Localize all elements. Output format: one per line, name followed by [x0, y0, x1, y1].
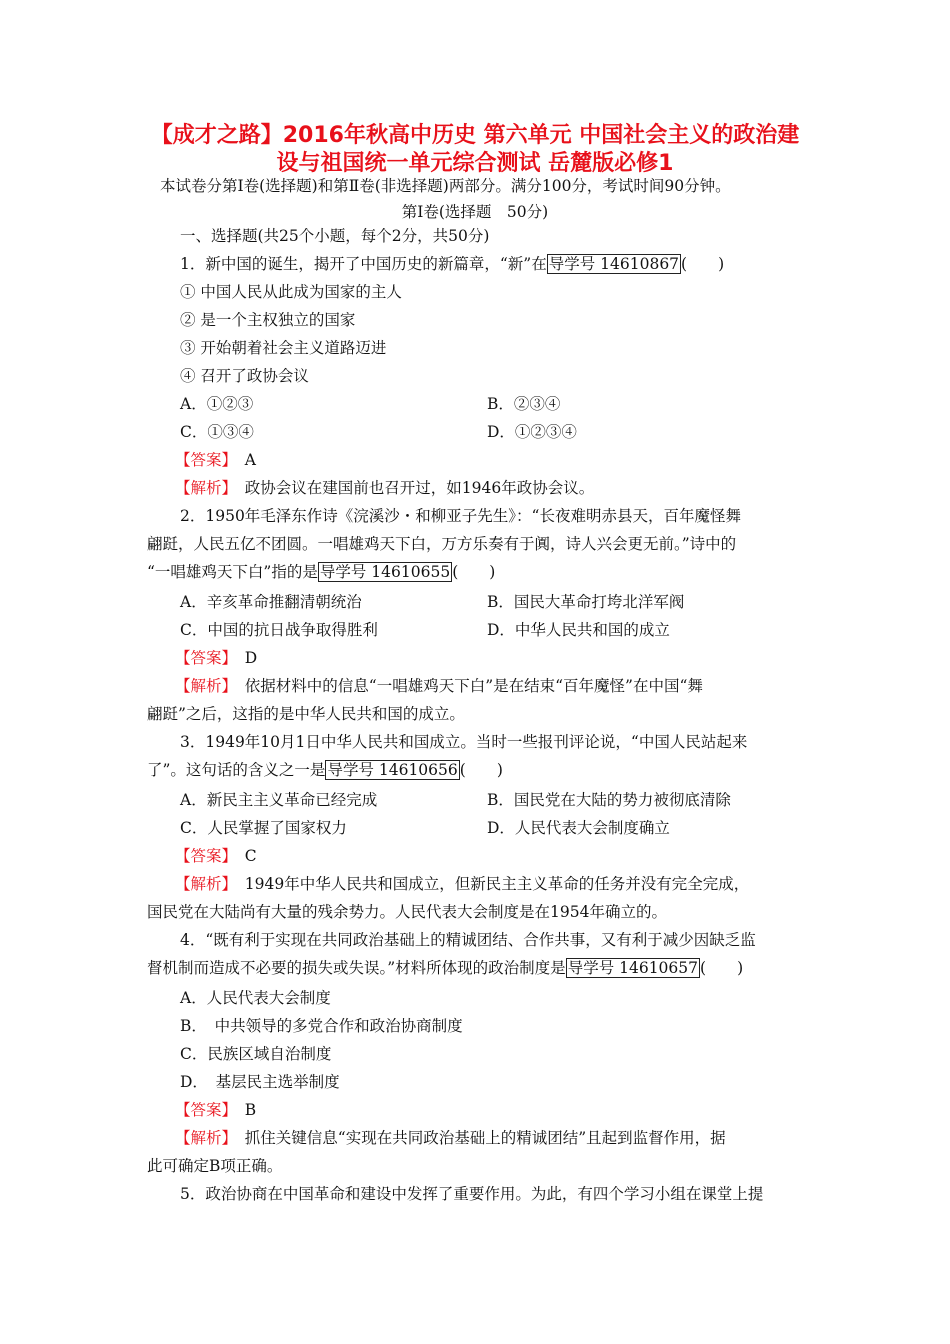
question-2-analysis	[175, 676, 703, 696]
question-5-stem-line: 5．政治协商在中国革命和建设中发挥了重要作用。为此，有四个学习小组在课堂上提	[180, 1185, 764, 1203]
question-1-answer	[175, 450, 256, 470]
analysis-tag: 【解析】	[175, 1129, 230, 1147]
question-1-stem	[180, 254, 724, 274]
answer-value: D	[244, 649, 258, 667]
answer-value: B	[244, 1101, 257, 1119]
answer-value: A	[244, 451, 256, 469]
question-4-option-d: D． 基层民主选举制度	[180, 1073, 340, 1091]
question-3-analysis	[175, 874, 749, 894]
question-1-option-a: A．①②③	[180, 395, 254, 413]
question-4-option-c: C．民族区域自治制度	[180, 1045, 332, 1063]
exam-intro: 本试卷分第Ⅰ卷(选择题)和第Ⅱ卷(非选择题)两部分。满分100分，考试时间90分钟。	[160, 177, 731, 195]
question-1-option-d: D．①②③④	[487, 423, 577, 441]
question-2-option-d: D．中华人民共和国的成立	[487, 621, 670, 639]
analysis-tag: 【解析】	[175, 677, 230, 695]
question-stem-text: 1．新中国的诞生，揭开了中国历史的新篇章，“新”在	[180, 255, 547, 273]
answer-tag: 【答案】	[175, 1101, 230, 1119]
question-4-option-a: A．人民代表大会制度	[180, 989, 331, 1007]
question-2-stem-line: 2．1950年毛泽东作诗《浣溪沙・和柳亚子先生》：“长夜难明赤县天，百年魔怪舞	[180, 507, 741, 525]
question-2-stem-line	[147, 562, 495, 582]
question-3-option-b: B．国民党在大陆的势力被彻底清除	[487, 791, 731, 809]
question-3-option-d: D．人民代表大会制度确立	[487, 819, 670, 837]
question-1-option-b: B．②③④	[487, 395, 561, 413]
analysis-text: 1949年中华人民共和国成立，但新民主主义革命的任务并没有完全完成，	[244, 875, 750, 893]
question-1-analysis	[175, 478, 594, 498]
question-3-option-a: A．新民主主义革命已经完成	[180, 791, 378, 809]
answer-tag: 【答案】	[175, 847, 230, 865]
question-ref-number: 导学号 14610656	[327, 761, 458, 779]
answer-paren: ( )	[452, 563, 496, 581]
answer-tag: 【答案】	[175, 451, 230, 469]
question-2-answer	[175, 648, 257, 668]
question-4-answer	[175, 1100, 256, 1120]
question-4-stem-line	[147, 958, 743, 978]
answer-paren: ( )	[700, 959, 744, 977]
question-4-stem-line: 4．“既有利于实现在共同政治基础上的精诚团结、合作共事，又有利于减少因缺乏监	[180, 931, 756, 949]
analysis-tag: 【解析】	[175, 875, 230, 893]
question-stem-text: “一唱雄鸡天下白”指的是	[147, 563, 318, 581]
question-3-stem-line: 3．1949年10月1日中华人民共和国成立。当时一些报刊评论说，“中国人民站起来	[180, 733, 748, 751]
question-ref-number: 导学号 14610657	[567, 959, 699, 977]
question-stem-text: 督机制而造成不必要的损失或失误。”材料所体现的政治制度是	[147, 959, 566, 977]
question-2-option-b: B．国民大革命打垮北洋军阀	[487, 593, 685, 611]
question-2-stem-line: 翩跹，人民五亿不团圆。一唱雄鸡天下白，万方乐奏有于阗，诗人兴会更无前。”诗中的	[147, 535, 737, 553]
analysis-text: 政协会议在建国前也召开过，如1946年政协会议。	[244, 479, 595, 497]
analysis-tag: 【解析】	[175, 479, 230, 497]
question-4-option-b: B． 中共领导的多党合作和政治协商制度	[180, 1017, 463, 1035]
section-title: 第Ⅰ卷(选择题 50分)	[401, 203, 549, 221]
document-title-line-2: 设与祖国统一单元综合测试 岳麓版必修1	[276, 151, 674, 176]
question-1-item: ④ 召开了政协会议	[180, 367, 309, 385]
question-4-analysis-cont: 此可确定B项正确。	[147, 1157, 283, 1175]
answer-value: C	[244, 847, 257, 865]
question-4-analysis	[175, 1128, 726, 1148]
question-ref-number: 导学号 14610867	[548, 255, 680, 273]
question-1-item: ③ 开始朝着社会主义道路迈进	[180, 339, 387, 357]
question-1-option-c: C．①③④	[180, 423, 254, 441]
answer-paren: ( )	[681, 255, 725, 273]
question-3-stem-line	[147, 760, 503, 780]
answer-tag: 【答案】	[175, 649, 230, 667]
document-title-line-1: 【成才之路】2016年秋高中历史 第六单元 中国社会主义的政治建	[150, 123, 800, 148]
analysis-text: 依据材料中的信息“一唱雄鸡天下白”是在结束“百年魔怪”在中国“舞	[244, 677, 703, 695]
answer-paren: ( )	[459, 761, 503, 779]
question-3-option-c: C．人民掌握了国家权力	[180, 819, 347, 837]
question-2-option-c: C．中国的抗日战争取得胜利	[180, 621, 378, 639]
question-2-option-a: A．辛亥革命推翻清朝统治	[180, 593, 362, 611]
question-ref-number: 导学号 14610655	[319, 563, 451, 581]
question-2-analysis-cont: 翩跹”之后，这指的是中华人民共和国的成立。	[147, 705, 465, 723]
question-1-item: ② 是一个主权独立的国家	[180, 311, 356, 329]
question-3-analysis-cont: 国民党在大陆尚有大量的残余势力。人民代表大会制度是在1954年确立的。	[147, 903, 667, 921]
analysis-text: 抓住关键信息“实现在共同政治基础上的精诚团结”且起到监督作用，据	[244, 1129, 726, 1147]
part-heading: 一、选择题(共25个小题，每个2分，共50分)	[180, 227, 490, 245]
question-3-answer	[175, 846, 257, 866]
question-stem-text: 了”。这句话的含义之一是	[147, 761, 326, 779]
question-1-item: ① 中国人民从此成为国家的主人	[180, 283, 402, 301]
